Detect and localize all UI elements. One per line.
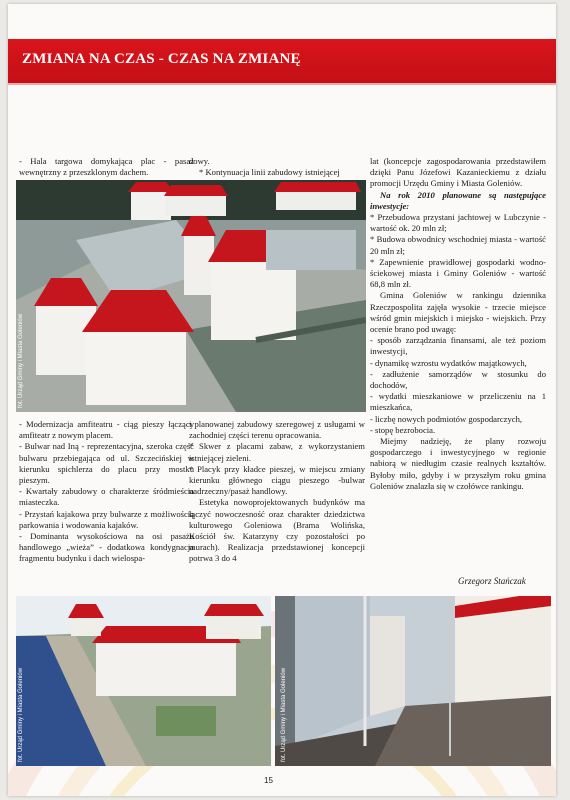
list-item: - wydatki mieszkaniowe w przeliczeniu na 1 mieszkańca, [370,391,546,413]
paragraph: dowy. [189,156,210,166]
title-banner [8,39,556,85]
page-title: ZMIANA NA CZAS - CZAS NA ZMIANĘ [22,51,301,67]
list-item: * Skwer z placami zabaw, z wykorzystaniem istniejącej zieleni. [189,441,365,463]
investments-heading: Na rok 2010 planowane są następujące inwestycje: [370,189,546,211]
list-item: - Przystań kajakowa przy bulwarze z możliwością parkowania i wodowania kajaków. [19,508,194,530]
paragraph: - Hala targowa domykająca plac - pasaż wewnętrzny z przeszklonym dachem. [19,156,194,178]
list-item: - Dominanta wysokościowa na osi pasażu handlowego „wieża” - dodatkowa kondygnacja fragmentu budynku i dach wielospa- [19,531,194,564]
list-item: * Budowa obwodnicy wschodniej miasta - wartość 20 mln zł; [370,234,546,256]
text-column-b-top [189,156,365,178]
text-column-b-bottom [189,419,365,565]
list-item: - stopę bezrobocia. [370,424,436,435]
page-number: 15 [264,776,273,785]
list-item: - Kwartały zabudowy o charakterze śródmieścia miasteczka. [19,486,194,508]
paragraph: Estetyka nowoprojektowanych budynków ma łączyć nowoczesność oraz charakter dziedzictwa kulturowego Goleniowa (Brama Wolińska, Kościół św. Katarzyny czy pozostałości po murach). Realizacja przedstawionej koncepcji potrwa 3 do 4 [189,497,365,564]
bottom-left-render-image [16,596,271,766]
list-item: - sposób zarządzania finansami, ale też poziom inwestycji, [370,335,546,357]
list-item: - zadłużenie samorządów w stosunku do dochodów, [370,368,546,391]
list-item: * Zapewnienie prawidłowej gospodarki wodno-ściekowej miasta i Gminy Goleniów - wartość 68,8 mln zł. [370,256,546,290]
paragraph: i planowanej zabudowy szeregowej z usługami w zachodniej części terenu opracowania. [189,419,365,441]
photo-credit: fot. Urząd Gminy i Miasta Goleniów [18,667,24,762]
text-column-a-bottom [19,419,194,565]
bottom-right-render-image [275,596,551,766]
list-item: - liczbę nowych podmiotów gospodarczych, [370,413,523,424]
list-item: - Bulwar nad Iną - reprezentacyjna, szeroka część bulwaru przebiegająca od ul. Szczecińskiej w kierunku spichlerza do placu przy mostku pieszym. [19,441,194,486]
photo-credit: fot. Urząd Gminy i Miasta Goleniów [281,667,287,762]
text-column-a-top [19,156,194,178]
list-item: * Przebudowa przystani jachtowej w Lubczynie - wartość ok. 20 mln zł; [370,212,546,234]
magazine-page [8,4,556,796]
photo-credit: fot. Urząd Gminy i Miasta Goleniów [18,313,24,408]
paragraph: Gmina Goleniów w rankingu dziennika Rzeczpospolita zajęła wysokie - trzecie miejsce wśród gmin miejskich i miejsko - wiejskich. Przy ocenie brano pod uwagę: [370,290,546,335]
author-signature: Grzegorz Stańczak [458,576,526,586]
paragraph: Miejmy nadzieję, że plany rozwoju gospodarczego i inwestycyjnego w regionie nabiorą w niedługim czasie realnych kształtów. Byłoby miło, gdyby i w przyszłym roku gmina Goleniów znalazła się w czołówce rankingu. [370,436,546,491]
town-render-illustration [16,180,366,412]
riverside-render-illustration [16,596,271,766]
text-column-c [370,156,546,492]
top-render-image [16,180,366,412]
paragraph: * Kontynuacja linii zabudowy istniejącej [199,167,340,178]
list-item: - Modernizacja amfiteatru - ciąg pieszy łączący amfiteatr z nowym placem. [19,419,194,441]
paragraph: lat (koncepcje zagospodarowania przedstawiłem dzięki Panu Józefowi Kazanieckiemu z działu promocji Urzędu Gminy i Miasta Goleniów. [370,156,546,189]
list-item: * Placyk przy kładce pieszej, w miejscu zmiany kierunku głównego ciągu pieszego -bulwar nadrzeczny/pasaż handlowy. [189,463,365,497]
list-item: - dynamikę wzrostu wydatków majątkowych, [370,357,527,368]
street-render-illustration [275,596,551,766]
